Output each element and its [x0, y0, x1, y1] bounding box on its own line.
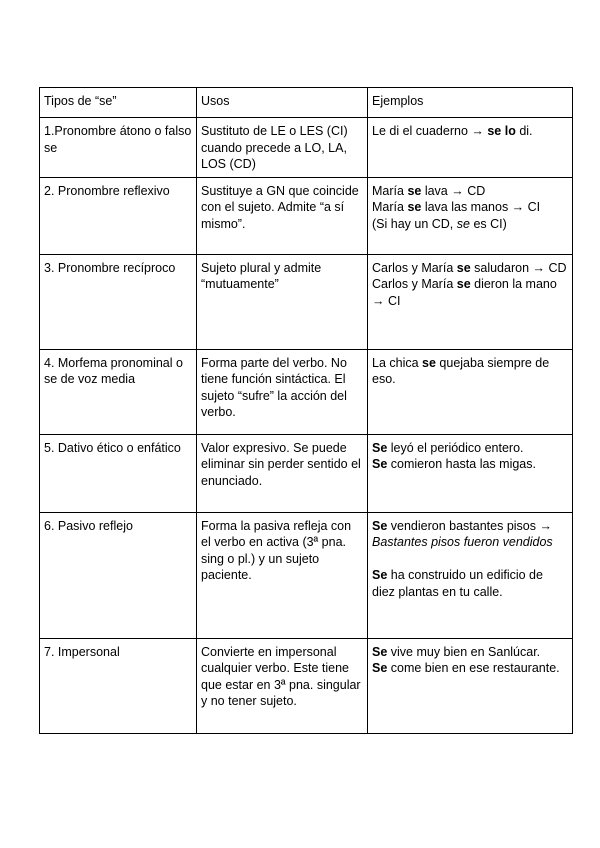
- example-text: di.: [515, 124, 533, 138]
- table-row: [40, 254, 573, 349]
- se-highlight: Se: [372, 457, 388, 471]
- tipo-cell: 7. Impersonal: [40, 638, 197, 733]
- tipo-cell: 2. Pronombre reflexivo: [40, 177, 197, 254]
- example-text: es CI): [469, 216, 507, 231]
- example-text: lava las manos → CI: [421, 200, 541, 214]
- example-line: [372, 644, 568, 661]
- blank-line: [372, 551, 568, 568]
- se-highlight: se: [422, 355, 436, 370]
- header-usos: Usos: [197, 88, 368, 118]
- se-highlight: Se: [372, 518, 388, 533]
- se-highlight: Se: [372, 568, 388, 582]
- example-text: vendieron bastantes pisos →: [387, 518, 552, 533]
- example-line: [372, 199, 568, 216]
- ejemplos-cell: [368, 349, 573, 434]
- tipo-cell: 6. Pasivo reflejo: [40, 512, 197, 638]
- se-highlight: Se: [372, 661, 388, 675]
- ejemplos-cell: [368, 118, 573, 178]
- table-row: [40, 177, 573, 254]
- usos-cell: Forma parte del verbo. No tiene función sintáctica. El sujeto “sufre” la acción del verbo.: [197, 349, 368, 434]
- se-highlight: Se: [372, 440, 388, 455]
- se-highlight: se: [407, 200, 422, 214]
- usos-cell: Valor expresivo. Se puede eliminar sin perder sentido el enunciado.: [197, 434, 368, 512]
- example-line: [372, 456, 568, 473]
- ejemplos-cell: [368, 177, 573, 254]
- tipo-cell: 1.Pronombre átono o falso se: [40, 118, 197, 178]
- example-line: [372, 518, 568, 551]
- example-text: dieron la mano → CI: [372, 277, 557, 308]
- usos-cell: Convierte en impersonal cualquier verbo. Este tiene que estar en 3ª pna. singular y no tener sujeto.: [197, 638, 368, 733]
- example-line: [372, 276, 568, 309]
- example-text: lava → CD: [421, 183, 486, 198]
- example-text: comieron hasta las migas.: [387, 457, 536, 471]
- example-line: [372, 440, 568, 457]
- example-text: La chica: [372, 355, 423, 370]
- tipo-cell: 4. Morfema pronominal o se de voz media: [40, 349, 197, 434]
- example-line: [372, 183, 568, 200]
- table-row: [40, 349, 573, 434]
- table-row: [40, 512, 573, 638]
- example-line: [372, 216, 568, 233]
- example-text: quejaba siempre de eso.: [372, 355, 550, 386]
- example-line: [372, 260, 568, 277]
- italic-text: se: [456, 216, 470, 231]
- usos-cell: Sustituto de LE o LES (CI) cuando precede a LO, LA, LOS (CD): [197, 118, 368, 178]
- header-tipos: Tipos de “se”: [40, 88, 197, 118]
- example-line: [372, 123, 568, 140]
- ejemplos-cell: [368, 434, 573, 512]
- ejemplos-cell: [368, 254, 573, 349]
- se-types-table: [39, 87, 573, 734]
- se-highlight: se: [456, 260, 471, 275]
- tipo-cell: 5. Dativo ético o enfático: [40, 434, 197, 512]
- example-line: [372, 567, 568, 600]
- example-text: (Si hay un CD,: [372, 216, 457, 231]
- italic-text: Bastantes pisos fueron vendidos: [372, 535, 553, 549]
- se-highlight: Se: [372, 644, 388, 659]
- usos-cell: Sujeto plural y admite “mutuamente”: [197, 254, 368, 349]
- ejemplos-cell: [368, 638, 573, 733]
- usos-cell: Forma la pasiva refleja con el verbo en activa (3ª pna. sing o pl.) y un sujeto paciente.: [197, 512, 368, 638]
- example-text: come bien en ese restaurante.: [387, 661, 560, 675]
- table-row: [40, 118, 573, 178]
- tipo-cell: 3. Pronombre recíproco: [40, 254, 197, 349]
- table-row: [40, 638, 573, 733]
- table-row: [40, 434, 573, 512]
- example-text: ha construido un edificio de diez plantas en tu calle.: [372, 568, 543, 599]
- example-text: Carlos y María: [372, 277, 457, 291]
- example-text: Carlos y María: [372, 260, 457, 275]
- table-header-row: [40, 88, 573, 118]
- usos-cell: Sustituye a GN que coincide con el sujeto. Admite “a sí mismo”.: [197, 177, 368, 254]
- example-text: leyó el periódico entero.: [387, 440, 524, 455]
- ejemplos-cell: [368, 512, 573, 638]
- se-highlight: se lo: [487, 124, 516, 138]
- example-text: María: [372, 200, 408, 214]
- header-ejemplos: Ejemplos: [368, 88, 573, 118]
- example-text: María: [372, 183, 408, 198]
- se-highlight: se: [456, 277, 471, 291]
- example-text: vive muy bien en Sanlúcar.: [387, 644, 541, 659]
- example-line: [372, 660, 568, 677]
- se-highlight: se: [407, 183, 422, 198]
- example-text: Le di el cuaderno →: [372, 124, 488, 138]
- example-text: saludaron → CD: [470, 260, 567, 275]
- example-line: [372, 355, 568, 388]
